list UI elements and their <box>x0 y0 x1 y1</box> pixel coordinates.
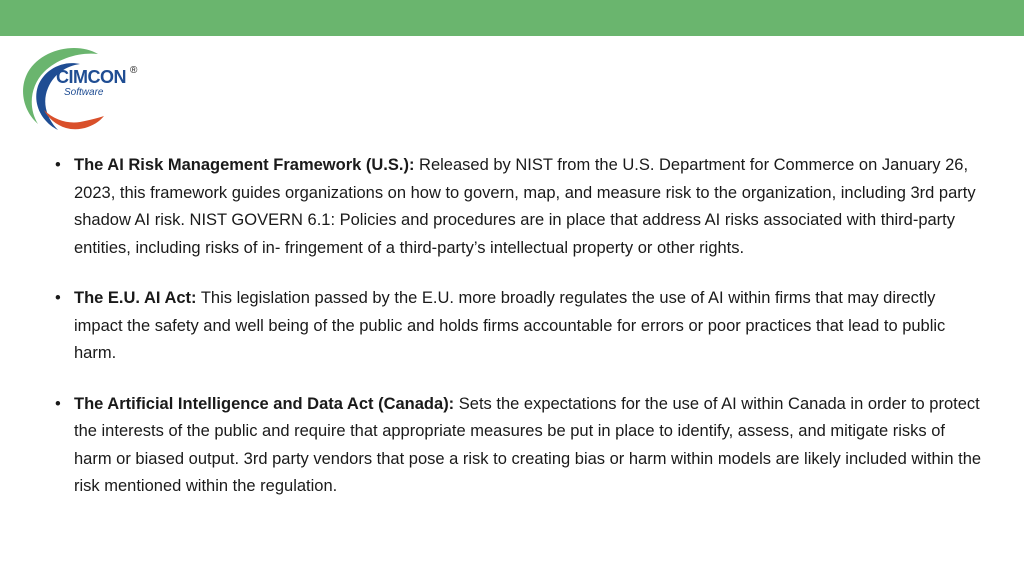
bullet-title: The AI Risk Management Framework (U.S.): <box>74 156 415 174</box>
bullet-body: Sets the expectations for the use of AI within Canada in order to protect the interests of the public and require that appropriate measures be put in place to identify, assess, and mitigate risks of harm or biased output. 3rd party vendors that pose a risk to creating bias or harm within models are likely included within the risk mentioned within the regulation. <box>74 394 982 495</box>
bullet-list <box>55 152 985 501</box>
bullet-body: This legislation passed by the E.U. more broadly regulates the use of AI within firms that may directly impact the safety and well being of the public and holds firms accountable for errors or poor practices that lead to public harm. <box>74 289 946 362</box>
bullet-marker: • <box>55 394 61 413</box>
bullet-item-aida-canada <box>55 391 985 501</box>
bullet-title: The Artificial Intelligence and Data Act (Canada): <box>74 394 455 413</box>
bullet-item-ai-rmf <box>55 152 985 262</box>
cimcon-logo <box>20 46 140 134</box>
bullet-title: The E.U. AI Act: <box>74 289 197 307</box>
bullet-marker: • <box>55 156 61 174</box>
bullet-marker: • <box>55 289 61 307</box>
logo-subtitle: Software <box>64 87 104 98</box>
header-band <box>0 0 1024 36</box>
bullet-body: Released by NIST from the U.S. Department for Commerce on January 26, 2023, this framework guides organizations on how to govern, map, and measure risk to the organization, including 3rd party shadow AI risk. NIST GOVERN 6.1: Policies and procedures are in place that address AI risks associated with third-party entities, including risks of in- fringement of a third-party’s intellectual property or other rights. <box>74 156 976 257</box>
logo-name: CIMCON <box>56 67 126 87</box>
bullet-item-eu-ai-act <box>55 285 985 368</box>
logo-registered-mark: ® <box>130 65 138 76</box>
